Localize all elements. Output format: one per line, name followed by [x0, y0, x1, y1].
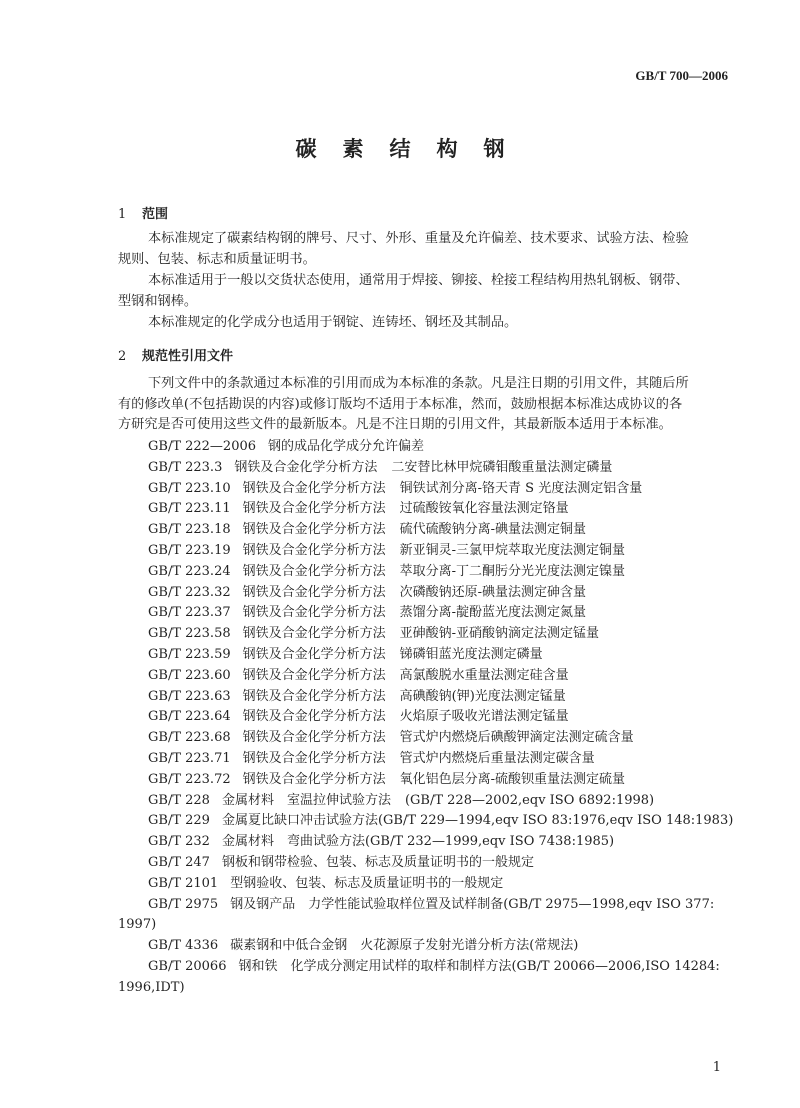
reference-item: [148, 832, 708, 853]
reference-code: GB/T 223.11: [148, 501, 231, 517]
reference-code: GB/T 20066: [148, 958, 227, 974]
reference-code: GB/T 223.37: [148, 605, 231, 621]
reference-code: GB/T 222—2006: [148, 439, 257, 454]
reference-title: 钢铁及合金化学分析方法: [242, 522, 386, 538]
reference-code: GB/T 223.59: [148, 646, 231, 662]
reference-code: GB/T 223.24: [148, 563, 231, 579]
section-number: 2: [118, 349, 127, 364]
reference-title: 型钢验收、包装、标志及质量证明书的一般规定: [230, 875, 504, 891]
reference-method: 硫代硫酸钠分离-碘量法测定铜量: [399, 522, 587, 538]
reference-title: 金属材料 弯曲试验方法(GB/T 232—1999,eqv ISO 7438:1985): [221, 834, 615, 850]
reference-title: 钢铁及合金化学分析方法: [242, 730, 386, 746]
reference-method: 高碘酸钠(钾)光度法测定锰量: [399, 688, 566, 704]
reference-code: GB/T 223.18: [148, 522, 231, 538]
reference-title: 钢铁及合金化学分析方法: [242, 771, 386, 787]
reference-code: GB/T 223.68: [148, 730, 231, 746]
reference-method: 管式炉内燃烧后碘酸钾滴定法测定硫含量: [399, 730, 634, 746]
reference-title: 钢铁及合金化学分析方法: [242, 646, 386, 662]
reference-code: GB/T 232: [148, 834, 210, 850]
reference-title: 钢的成品化学成分允许偏差: [268, 439, 425, 454]
reference-item: [148, 874, 708, 895]
reference-method: 过硫酸铵氧化容量法测定铬量: [399, 501, 569, 517]
reference-method: 锑磷钼蓝光度法测定磷量: [399, 646, 543, 662]
reference-code: GB/T 223.72: [148, 771, 231, 787]
page-number: 1: [712, 1060, 721, 1075]
reference-code: GB/T 4336: [148, 938, 219, 954]
reference-continuation-text: 1996,IDT): [118, 979, 185, 995]
reference-method: 氧化铝色层分离-硫酸钡重量法测定硫量: [399, 771, 626, 787]
reference-item: [148, 499, 708, 520]
reference-method: (GB/T 228—2002,eqv ISO 6892:1998): [404, 792, 655, 808]
section-1-heading: [118, 203, 168, 222]
reference-code: GB/T 2101: [148, 875, 219, 891]
section-number: 1: [118, 207, 127, 222]
reference-item: [148, 520, 708, 541]
reference-title: 钢铁及合金化学分析方法: [242, 709, 386, 725]
reference-title: 钢铁及合金化学分析方法: [242, 542, 386, 558]
reference-item: [148, 458, 708, 479]
reference-item: [148, 770, 708, 791]
reference-title: 钢铁及合金化学分析方法: [234, 459, 378, 475]
reference-title: 钢及钢产品 力学性能试验取样位置及试样制备(GB/T 2975—1998,eqv ISO 377:: [230, 896, 715, 912]
reference-title: 钢铁及合金化学分析方法: [242, 750, 386, 766]
reference-method: 萃取分离-丁二酮肟分光光度法测定镍量: [399, 563, 626, 579]
reference-item: [148, 479, 708, 500]
reference-item: [148, 583, 708, 604]
reference-code: GB/T 223.64: [148, 709, 231, 725]
reference-code: GB/T 228: [148, 792, 210, 808]
reference-method: 管式炉内燃烧后重量法测定碳含量: [399, 750, 595, 766]
reference-method: 铜铁试剂分离-铬天青 S 光度法测定铝含量: [399, 480, 643, 496]
reference-continuation-text: 1997): [118, 917, 157, 933]
reference-list: [118, 437, 734, 999]
reference-code: GB/T 223.63: [148, 688, 231, 704]
document-title: 碳素结构钢: [295, 136, 531, 161]
reference-item: [148, 728, 708, 749]
reference-title: 碳素钢和中低合金钢 火花源原子发射光谱分析方法(常规法): [230, 938, 579, 954]
reference-code: GB/T 229: [148, 813, 210, 829]
reference-title: 钢铁及合金化学分析方法: [242, 688, 386, 704]
reference-code: GB/T 223.19: [148, 542, 231, 558]
reference-item: [148, 707, 708, 728]
reference-item: [148, 936, 708, 957]
reference-code: GB/T 247: [148, 854, 210, 870]
reference-method: 新亚铜灵-三氯甲烷萃取光度法测定铜量: [399, 542, 626, 558]
reference-item: [148, 666, 708, 687]
reference-continuation: [118, 915, 708, 936]
reference-method: 火焰原子吸收光谱法测定锰量: [399, 709, 569, 725]
reference-method: 亚砷酸钠-亚硝酸钠滴定法测定锰量: [399, 626, 600, 642]
reference-item: [148, 791, 708, 812]
reference-code: GB/T 2975: [148, 896, 219, 912]
reference-item: [148, 541, 708, 562]
reference-method: 高氯酸脱水重量法测定硅含量: [399, 667, 569, 683]
section-title: 范围: [142, 207, 169, 222]
reference-title: 金属材料 室温拉伸试验方法: [221, 792, 391, 808]
reference-continuation: [118, 978, 708, 999]
reference-item: [148, 853, 708, 874]
reference-item: [148, 603, 708, 624]
section-title: 规范性引用文件: [142, 349, 234, 364]
reference-code: GB/T 223.60: [148, 667, 231, 683]
reference-item: [148, 957, 720, 978]
section-2-heading: [118, 345, 233, 364]
reference-item: [148, 437, 708, 458]
reference-item: [148, 811, 734, 832]
reference-title: 金属夏比缺口冲击试验方法(GB/T 229—1994,eqv ISO 83:1976,eqv ISO 148:1983): [221, 813, 734, 829]
reference-title: 钢铁及合金化学分析方法: [242, 667, 386, 683]
reference-title: 钢和铁 化学成分测定用试样的取样和制样方法(GB/T 20066—2006,ISO 14284:: [238, 958, 720, 974]
reference-title: 钢铁及合金化学分析方法: [242, 563, 386, 579]
reference-code: GB/T 223.3: [148, 459, 223, 475]
reference-method: 二安替比林甲烷磷钼酸重量法测定磷量: [391, 459, 613, 475]
reference-title: 钢铁及合金化学分析方法: [242, 605, 386, 621]
reference-code: GB/T 223.71: [148, 750, 231, 766]
reference-item: [148, 645, 708, 666]
section-2-paragraph-1: 下列文件中的条款通过本标准的引用而成为本标准的条款。凡是注日期的引用文件，其随后所有的修改单(不包括勘误的内容)或修订版均不适用于本标准，然而，鼓励根据本标准达成协议的各方研究是否可使用这些文件的最新版本。凡是不注日期的引用文件，其最新版本适用于本标准。: [118, 376, 689, 433]
section-1-paragraph-1: 本标准规定了碳素结构钢的牌号、尺寸、外形、重量及允许偏差、技术要求、试验方法、检验规则、包装、标志和质量证明书。: [118, 231, 689, 267]
reference-code: GB/T 223.32: [148, 584, 231, 600]
section-1-paragraph-2: 本标准适用于一般以交货状态使用，通常用于焊接、铆接、栓接工程结构用热轧钢板、钢带、型钢和钢棒。: [118, 273, 689, 309]
reference-title: 钢铁及合金化学分析方法: [242, 626, 386, 642]
reference-code: GB/T 223.58: [148, 626, 231, 642]
reference-method: 次磷酸钠还原-碘量法测定砷含量: [399, 584, 587, 600]
reference-method: 蒸馏分离-靛酚蓝光度法测定氮量: [399, 605, 587, 621]
reference-item: [148, 624, 708, 645]
section-1-paragraph-3: 本标准规定的化学成分也适用于钢锭、连铸坯、钢坯及其制品。: [148, 315, 518, 330]
reference-item: [148, 749, 708, 770]
reference-title: 钢铁及合金化学分析方法: [242, 584, 386, 600]
reference-code: GB/T 223.10: [148, 480, 231, 496]
reference-title: 钢板和钢带检验、包装、标志及质量证明书的一般规定: [221, 854, 534, 870]
reference-item: [148, 562, 708, 583]
reference-title: 钢铁及合金化学分析方法: [242, 501, 386, 517]
reference-item: [148, 687, 708, 708]
standard-code: GB/T 700—2006: [635, 68, 728, 83]
reference-title: 钢铁及合金化学分析方法: [242, 480, 386, 496]
reference-item: [148, 895, 715, 916]
